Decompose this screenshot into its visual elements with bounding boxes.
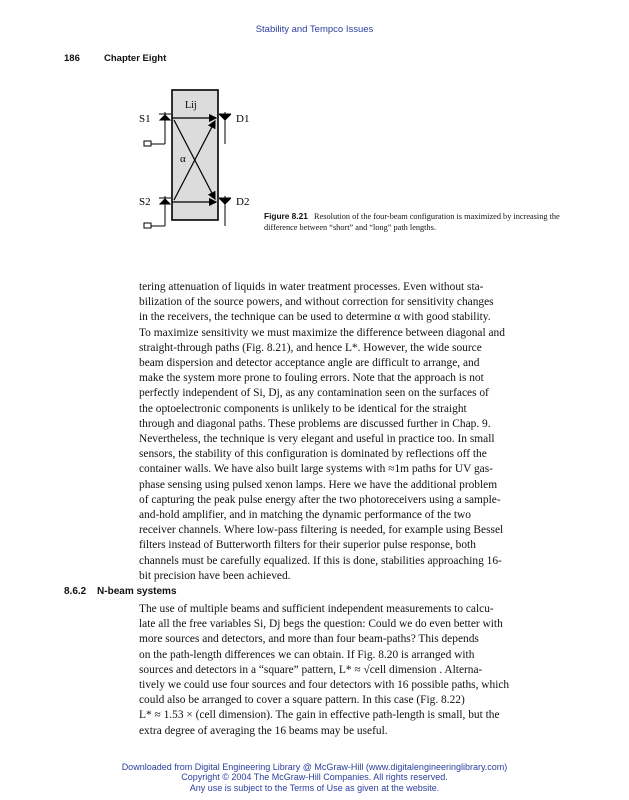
section-number: 8.6.2 [64,586,87,597]
label-alpha: α [180,153,186,165]
figure-caption-text: Resolution of the four-beam configuration is maximized by increasing the difference between “short” and “long” path lengths. [264,212,560,232]
detector-d1 [219,112,231,144]
four-beam-diagram [130,84,260,234]
figure-caption [264,211,574,233]
footer-line-2: Copyright © 2004 The McGraw-Hill Companies. All rights reserved. [181,772,448,783]
running-head: Stability and Tempco Issues [255,24,374,35]
label-lij: Lij [185,100,197,111]
footer-line-3: Any use is subject to the Terms of Use as given at the website. [189,782,440,793]
section-heading [64,586,177,597]
label-d1: D1 [236,113,250,125]
footer [0,762,629,793]
footer-line-1[interactable]: Downloaded from Digital Engineering Library @ McGraw-Hill (www.digitalengineeringlibrary.com) [121,762,508,772]
body-paragraph-2: The use of multiple beams and sufficient independent measurements to calcu- late all the free variables Si, Dj begs the question: Could we do even better with more sources and detectors, and more than four beam-paths? This depends on the path-length differences we can obtain. If Fig. 8.20 is arranged with sources and detectors in a “square” pattern, L* ≈ √cell dimension . Alterna- tively we could use four sources and four detectors with 16 possible paths, which could also be arranged to cover a square pattern. In this case (Fig. 8.22) L* ≈ 1.53 × (cell dimension). The gain in effective path-length is small, but the extra degree of averaging the 16 beams may be useful. [139,603,510,737]
detector-d2 [219,196,231,226]
label-d2: D2 [236,196,250,208]
body-paragraph-1: tering attenuation of liquids in water treatment processes. Even without sta- bilization of the source powers, and without correction for sensitivity changes in the receivers, the technique can be used to determine α with good stability. To maximize sensitivity we must maximize the difference between diagonal and straight-through paths (Fig. 8.21), and hence L*. However, the wide source beam dispersion and detector acceptance angle are difficult to arrange, and make the system more prone to fouling errors. Note that the approach is not perfectly independent of Si, Dj, as any contamination seen on the surfaces of the optoelectronic components is unlikely to be identical for the straight through and diagonal paths. These problems are discussed further in Chap. 9. Nevertheless, the technique is very elegant and useful in practice too. In small sensors, the stability of this configuration is dominated by reflections off the container walls. We have also built large systems with ≈1m paths for UV gas- phase sensing using pulsed xenon lamps. Here we have the additional problem of capturing the peak pulse energy after the two photoreceivers using a sample- and-hold amplifier, and in matching the dynamic performance of the two receiver channels. Where low-pass filtering is needed, for example using Bessel filters instead of Butterworth filters for their superior pulse response, both channels must be carefully equalized. If this is done, stabilities approaching 16- bit precision have been achieved. [139,281,505,582]
page-number: 186 [64,53,80,64]
label-s2: S2 [139,196,151,208]
label-s1: S1 [139,113,151,125]
chapter-title: Chapter Eight [104,53,167,64]
figure-caption-label: Figure 8.21 [264,211,308,221]
section-title: N-beam systems [97,586,177,597]
